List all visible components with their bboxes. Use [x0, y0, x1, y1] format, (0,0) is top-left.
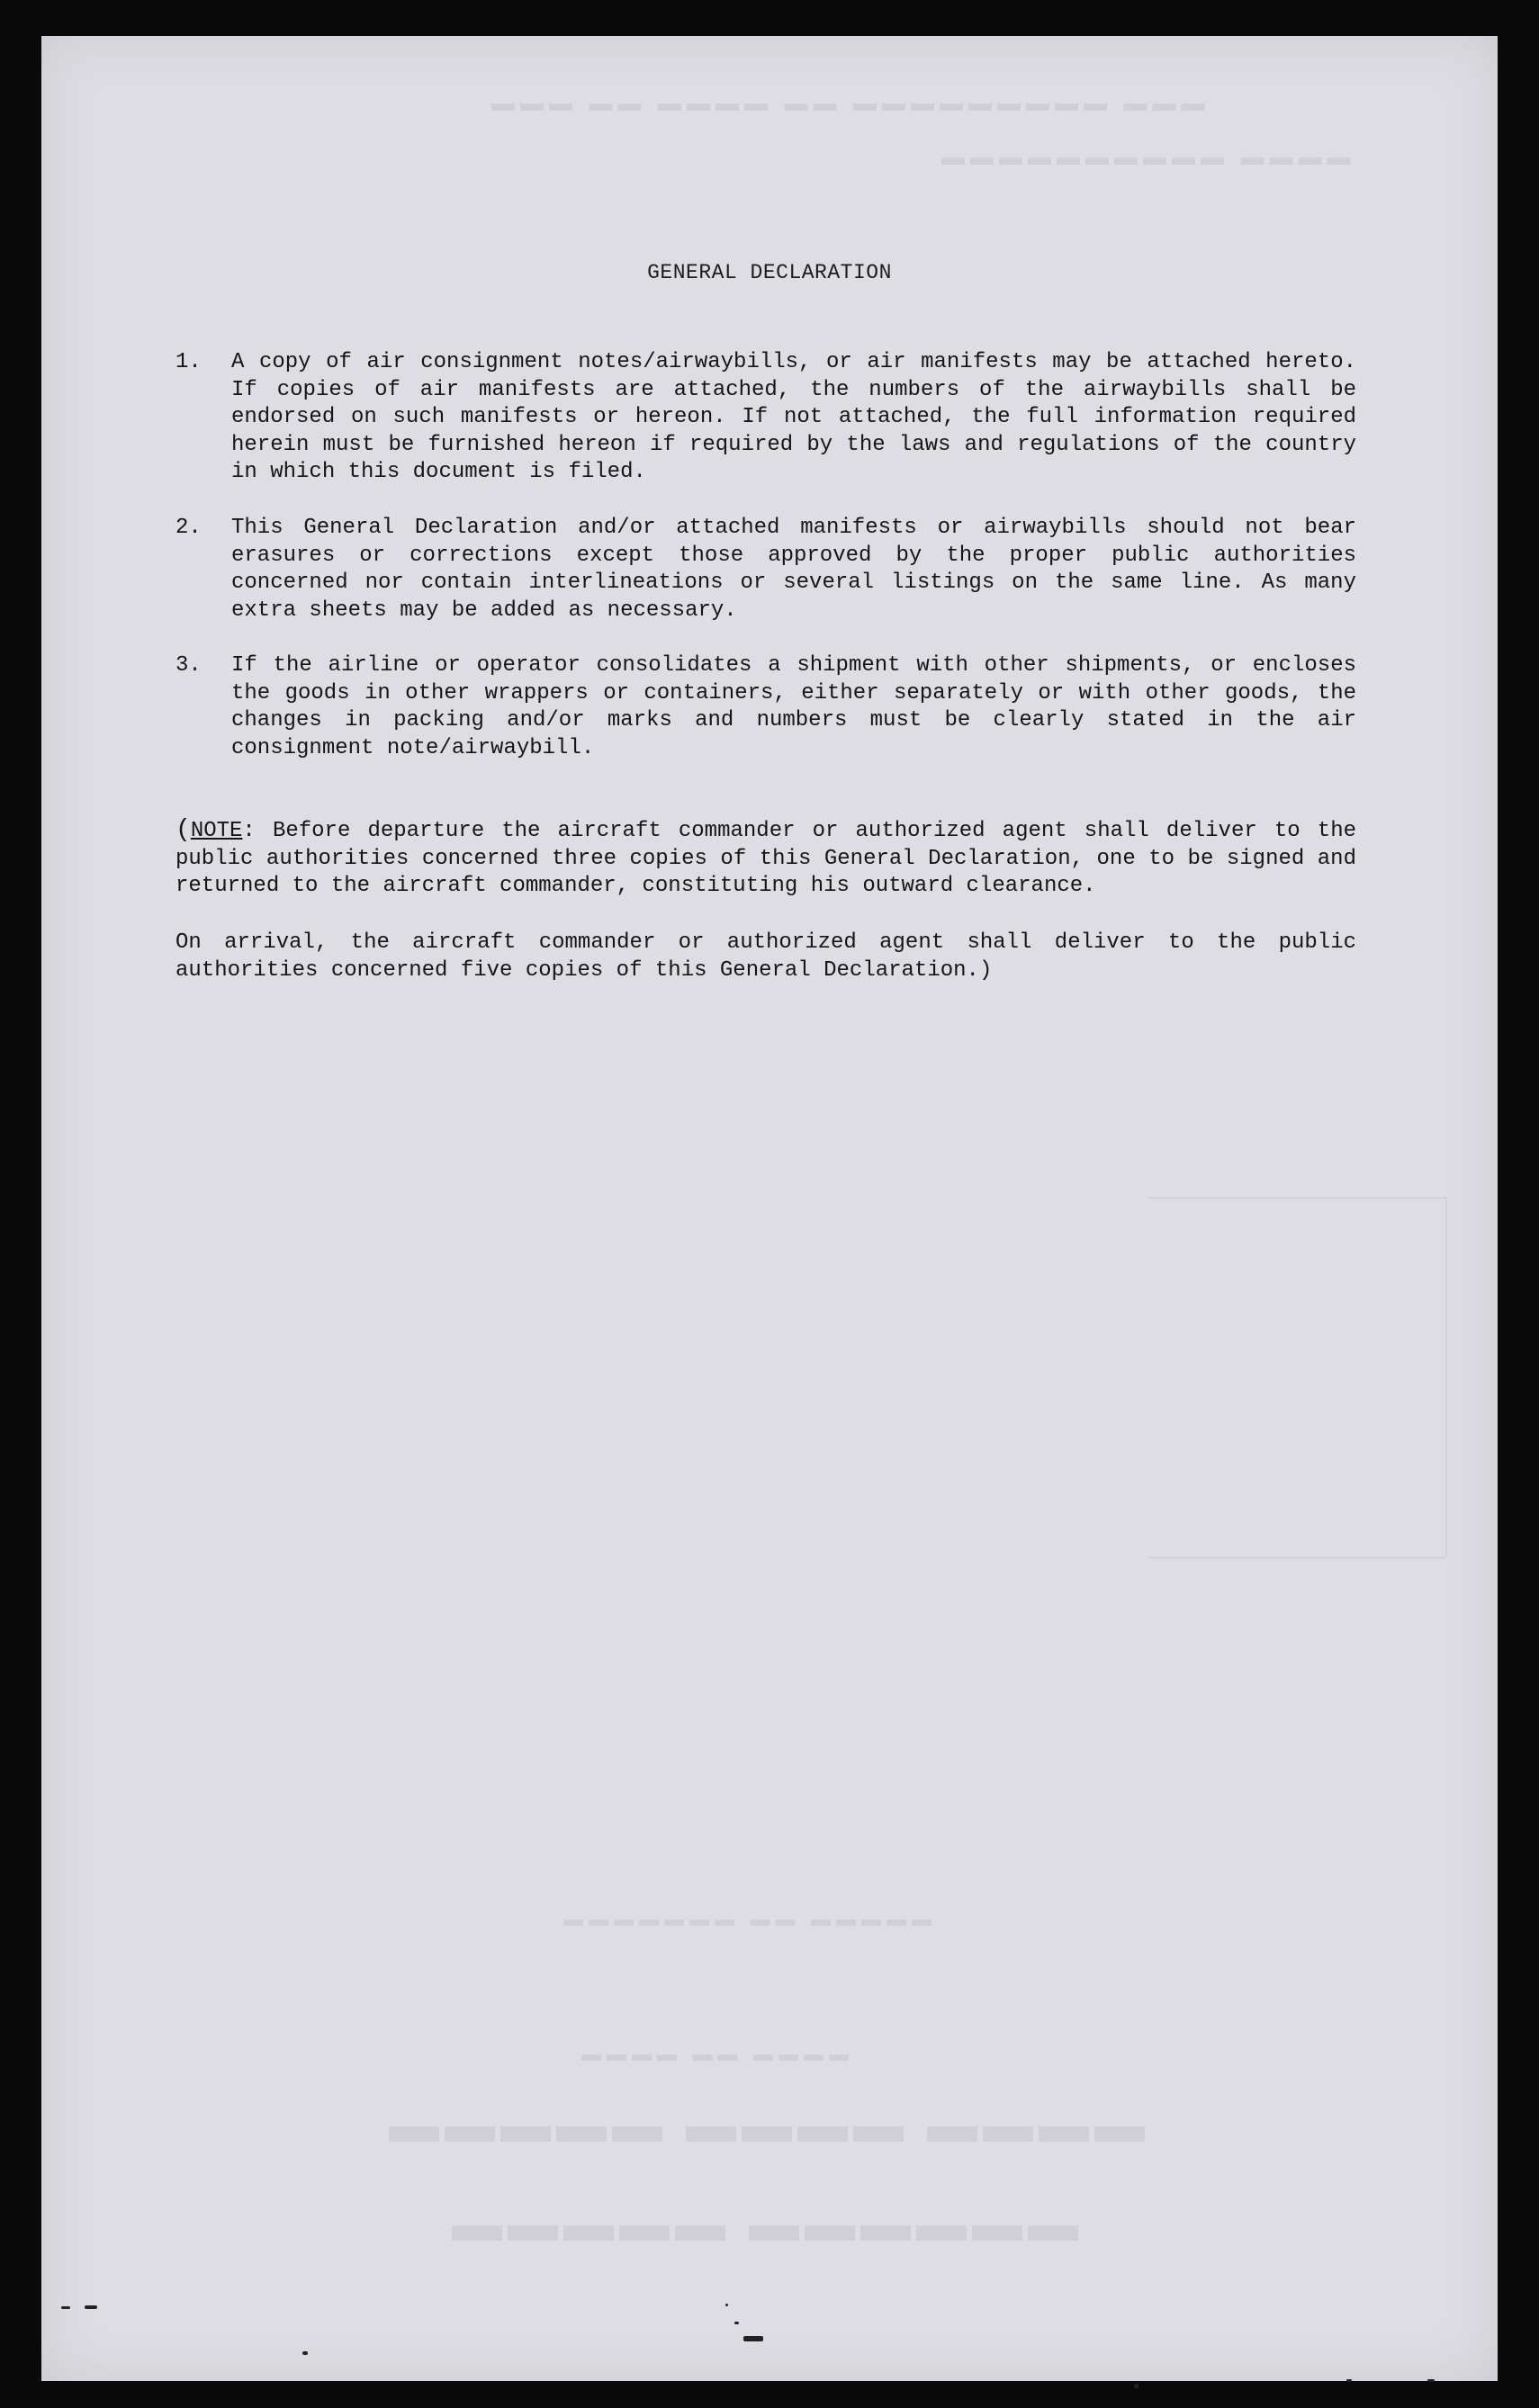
note-paragraph — [176, 817, 1356, 901]
item-number: 2. — [176, 516, 202, 540]
note-text: : Before departure the aircraft commander or authorized agent shall deliver to the public authorities concerned three copies of this General Declaration, one to be signed and returned to the aircraft commander, constituting his outward clearance. — [176, 819, 1356, 898]
scan-speck — [1134, 2384, 1138, 2388]
scan-speck — [1427, 2379, 1435, 2382]
bleed-through-text: ▬▬▬▬▬▬ ▬▬▬▬▬ — [446, 2197, 1078, 2252]
bleed-through-text: ▬▬▬▬ ▬▬▬▬ ▬▬▬▬▬ — [383, 2098, 1145, 2153]
item-number: 3. — [176, 653, 202, 678]
bleed-through-text: ▬▬▬▬▬▬▬ ▬▬ ▬▬▬▬▬ — [563, 1908, 937, 1930]
scan-speck — [734, 2322, 739, 2324]
scan-speck — [85, 2305, 97, 2309]
document-title: GENERAL DECLARATION — [647, 261, 892, 284]
scan-speck — [1346, 2379, 1352, 2382]
paper-sheet — [41, 36, 1498, 2381]
bleed-through-line — [1148, 1197, 1445, 1199]
bleed-through-line — [1148, 1557, 1445, 1559]
item-text: This General Declaration and/or attached manifests or airwaybills should not bear erasures or corrections except those approved by the proper public authorities concerned nor contain interlineations or several listings on the same line. As many extra sheets may be added as necessary. — [231, 516, 1356, 623]
arrival-paragraph: On arrival, the aircraft commander or authorized agent shall deliver to the public authorities concerned five copies of this General Declaration.) — [176, 930, 1356, 983]
note-label: NOTE — [190, 819, 243, 843]
bleed-through-line — [1445, 1197, 1447, 1557]
item-number: 1. — [176, 350, 202, 374]
scan-speck — [725, 2304, 728, 2306]
item-text: A copy of air consignment notes/airwaybills, or air manifests may be attached hereto. If copies of air manifests are attached, the numbers of the airwaybills shall be endorsed on such manifests or hereon. If not attached, the full information required herein must be furnished hereon if required by the laws and regulations of the country in which this document is filed. — [231, 350, 1356, 484]
bleed-through-text: ▬▬▬ ▬▬ ▬▬▬▬ ▬▬ ▬▬▬▬▬▬▬▬▬ ▬▬▬ — [491, 90, 1210, 116]
scan-speck — [302, 2351, 308, 2355]
scan-speck — [743, 2336, 763, 2341]
scan-speck — [61, 2306, 70, 2309]
bleed-through-text: ▬▬▬▬ ▬▬ ▬▬▬▬ — [581, 2043, 854, 2065]
bleed-through-text: ▬▬▬▬▬▬▬▬▬▬ ▬▬▬▬ — [941, 144, 1356, 170]
item-text: If the airline or operator consolidates a shipment with other shipments, or encloses the goods in other wrappers or containers, either separately or with other goods, the changes in packing and/or marks and numbers must be clearly stated in the air consignment note/airwaybill. — [231, 653, 1356, 760]
note-open-paren: ( — [176, 816, 191, 844]
